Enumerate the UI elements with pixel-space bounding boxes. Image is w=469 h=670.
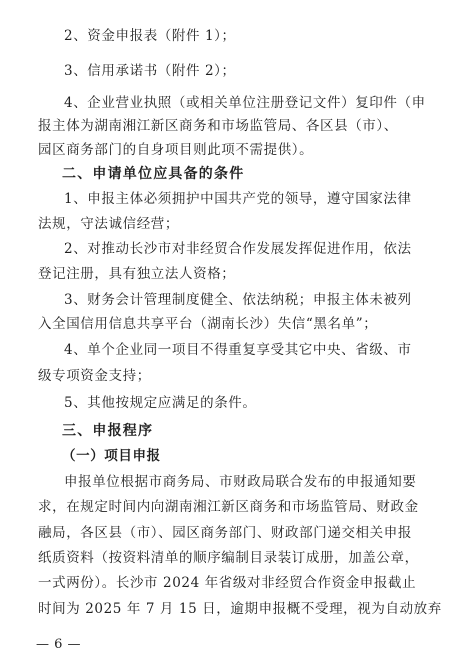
paragraph-text: 3、信用承诺书（附件 2）； bbox=[64, 63, 236, 79]
paragraph-text: 报主体为湖南湘江新区商务和市场监管局、各区县（市）、 bbox=[38, 118, 398, 134]
list-item-condition-5 bbox=[0, 390, 469, 417]
list-item-attachment-2 bbox=[0, 58, 469, 85]
paragraph-text: 4、单个企业同一项目不得重复享受其它中央、省级、市 bbox=[64, 342, 412, 358]
section-heading-text: 三、申报程序 bbox=[62, 423, 154, 439]
paragraph-text: 求，在规定时间内向湖南湘江新区商务和市场监管局、财政金 bbox=[38, 499, 419, 515]
paragraph-line bbox=[0, 545, 469, 572]
paragraph-text: 法规，守法诚信经营； bbox=[38, 216, 179, 232]
list-item-condition-2 bbox=[0, 236, 469, 263]
paragraph-text: 2、资金申报表（附件 1）； bbox=[64, 28, 236, 44]
paragraph-line bbox=[0, 363, 469, 390]
subsection-heading-text: （一）项目申报 bbox=[62, 448, 161, 464]
paragraph-line bbox=[0, 137, 469, 164]
paragraph-text: 4、企业营业执照（或相关单位注册登记文件）复印件（申 bbox=[64, 95, 426, 111]
paragraph-text: 一式两份）。长沙市 2024 年省级对非经贸合作资金申报截止 bbox=[38, 575, 417, 591]
subsection-heading-project-application bbox=[0, 443, 469, 470]
paragraph-line bbox=[0, 311, 469, 338]
paragraph-text: 登记注册，具有独立法人资格； bbox=[38, 266, 236, 282]
paragraph-line bbox=[0, 113, 469, 140]
list-item-condition-1 bbox=[0, 186, 469, 213]
paragraph-line bbox=[0, 469, 469, 496]
section-heading-conditions bbox=[0, 161, 469, 188]
paragraph-line bbox=[0, 494, 469, 521]
paragraph-text: 5、其他按规定应满足的条件。 bbox=[64, 395, 257, 411]
list-item-attachment-1 bbox=[0, 23, 469, 50]
paragraph-text: 1、申报主体必须拥护中国共产党的领导，遵守国家法律 bbox=[64, 191, 412, 207]
paragraph-line bbox=[0, 211, 469, 238]
list-item-condition-3 bbox=[0, 287, 469, 314]
paragraph-line bbox=[0, 570, 469, 597]
paragraph-text: 纸质资料（按资料清单的顺序编制目录装订成册，加盖公章， bbox=[38, 550, 419, 566]
paragraph-text: 申报单位根据市商务局、市财政局联合发布的申报通知要 bbox=[64, 474, 417, 490]
paragraph-line bbox=[0, 261, 469, 288]
paragraph-line bbox=[0, 520, 469, 547]
paragraph-text: 园区商务部门的自身项目则此项不需提供）。 bbox=[38, 142, 314, 158]
paragraph-line bbox=[0, 596, 469, 623]
section-heading-text: 二、申请单位应具备的条件 bbox=[62, 166, 245, 182]
paragraph-text: 时间为 2025 年 7 月 15 日，逾期申报概不受理，视为自动放弃 bbox=[38, 601, 442, 617]
paragraph-text: 3、财务会计管理制度健全、依法纳税；申报主体未被列 bbox=[64, 292, 412, 308]
paragraph-text: 级专项资金支持； bbox=[38, 368, 151, 384]
paragraph-text: 2、对推动长沙市对非经贸合作发展发挥促进作用，依法 bbox=[64, 241, 412, 257]
paragraph-text: 融局，各区县（市）、园区商务部门、财政部门递交相关申报 bbox=[38, 525, 412, 541]
section-heading-procedure bbox=[0, 418, 469, 445]
page-number: — 6 — bbox=[36, 637, 82, 652]
paragraph-text: 入全国信用信息共享平台（湖南长沙）失信“黑名单”； bbox=[38, 316, 378, 332]
list-item-condition-4 bbox=[0, 337, 469, 364]
